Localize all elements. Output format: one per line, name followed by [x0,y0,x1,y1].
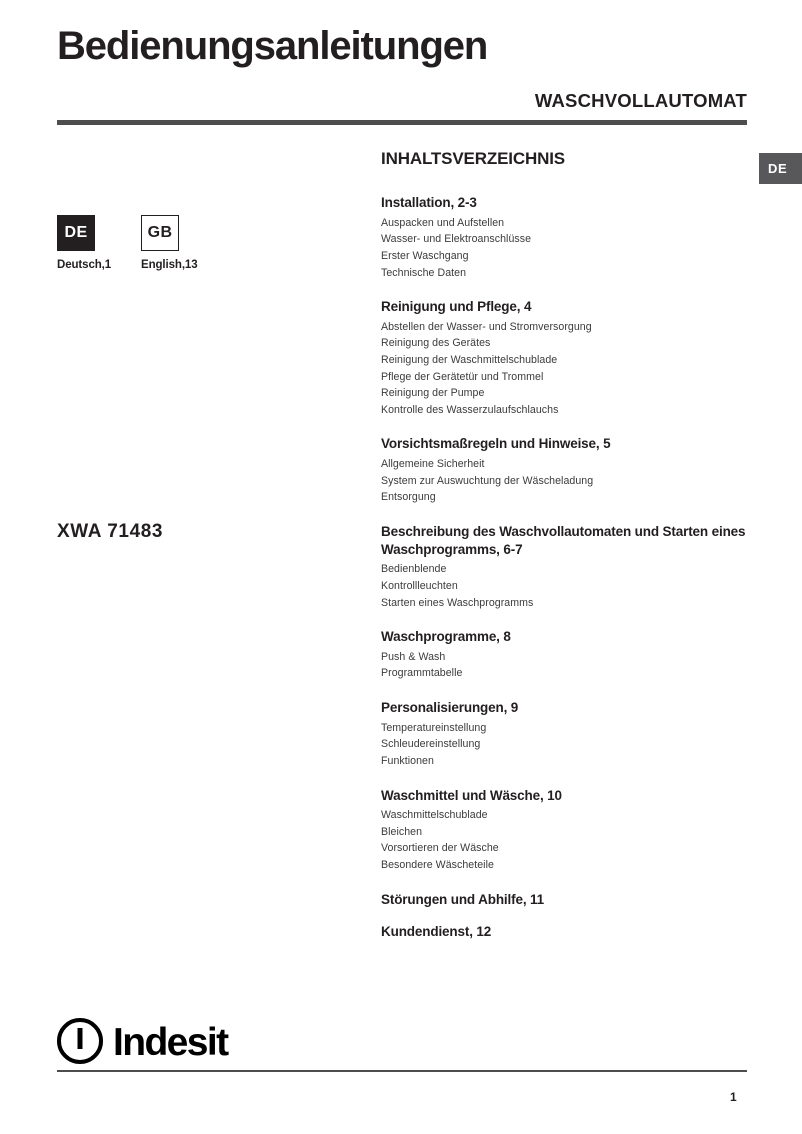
language-badge-gb: GB [141,215,179,251]
toc-subentry[interactable]: Abstellen der Wasser- und Stromversorgung [381,320,592,333]
indesit-power-mark-icon [57,1018,103,1064]
language-caption: Deutsch,1 [57,259,112,271]
toc-subentry[interactable]: Funktionen [381,754,434,767]
brand-logo [57,1018,227,1064]
toc-subentry[interactable]: Reinigung der Waschmittelschublade [381,354,558,366]
table-of-contents [381,149,751,956]
language-edge-tab-de [759,153,802,184]
language-item [57,215,112,271]
toc-subentry[interactable]: Schleudereinstellung [381,738,481,751]
toc-section-heading[interactable]: Kundendienst, 12 [381,924,492,940]
toc-subentry[interactable]: Waschmittelschublade [381,809,488,822]
toc-section[interactable] [381,523,751,611]
language-selector [57,215,198,271]
toc-subentry[interactable]: Reinigung der Pumpe [381,387,485,400]
toc-section[interactable] [381,699,751,770]
toc-subentry[interactable]: Programmtabelle [381,667,463,680]
toc-section[interactable] [381,787,751,874]
language-caption: English,13 [141,259,198,271]
toc-subentry[interactable]: Reinigung des Gerätes [381,337,491,350]
footer-divider [57,1070,747,1072]
toc-section-heading[interactable]: Beschreibung des Waschvollautomaten und Starten eines Waschprogramms, 6-7 [381,523,746,557]
toc-subentry[interactable]: Erster Waschgang [381,249,469,262]
appliance-type-label: WASCHVOLLAUTOMAT [534,90,747,111]
brand-wordmark: Indesit [113,1020,228,1064]
toc-subentry[interactable]: Vorsortieren der Wäsche [381,842,499,855]
toc-section[interactable] [381,194,751,281]
language-item [141,215,198,271]
toc-section-list [381,194,751,941]
toc-subentry[interactable]: Entsorgung [381,491,436,504]
toc-subentry[interactable]: Bedienblende [381,563,447,576]
page-title: Bedienungsanleitungen [57,24,488,68]
model-code: XWA 71483 [57,521,164,542]
toc-section[interactable] [381,435,751,506]
toc-subentry[interactable]: Temperatureinstellung [381,721,487,734]
toc-subentry[interactable]: Besondere Wäscheteile [381,859,494,871]
toc-subentry[interactable]: Kontrollleuchten [381,579,458,592]
toc-subentry[interactable]: Pflege der Gerätetür und Trommel [381,370,544,383]
language-badge-de: DE [57,215,95,251]
page-number: 1 [730,1090,737,1104]
toc-section-heading[interactable]: Vorsichtsmaßregeln und Hinweise, 5 [381,436,611,452]
toc-subentry[interactable]: Technische Daten [381,266,467,279]
toc-section[interactable] [381,923,751,941]
toc-subentry[interactable]: Wasser- und Elektroanschlüsse [381,233,532,246]
toc-subentry[interactable]: Auspacken und Aufstellen [381,216,505,229]
toc-section-heading[interactable]: Waschmittel und Wäsche, 10 [381,787,562,803]
toc-subentry[interactable]: Bleichen [381,825,423,838]
toc-subentry[interactable]: Kontrolle des Wasserzulaufschlauchs [381,403,559,416]
header-divider [57,120,747,125]
toc-subentry[interactable]: Push & Wash [381,650,446,663]
toc-subentry[interactable]: Allgemeine Sicherheit [381,458,485,471]
toc-section[interactable] [381,298,751,418]
toc-section-heading[interactable]: Installation, 2-3 [381,195,477,210]
toc-section-heading[interactable]: Störungen und Abhilfe, 11 [381,891,545,907]
toc-subentry[interactable]: Starten eines Waschprogramms [381,596,534,609]
toc-section[interactable] [381,628,751,682]
toc-section[interactable] [381,891,751,909]
toc-section-heading[interactable]: Personalisierungen, 9 [381,700,519,715]
toc-heading: INHALTSVERZEICHNIS [381,149,565,168]
toc-section-heading[interactable]: Waschprogramme, 8 [381,629,511,645]
toc-section-heading[interactable]: Reinigung und Pflege, 4 [381,299,532,315]
language-edge-tab-label: DE [768,161,788,176]
toc-subentry[interactable]: System zur Auswuchtung der Wäscheladung [381,474,594,487]
